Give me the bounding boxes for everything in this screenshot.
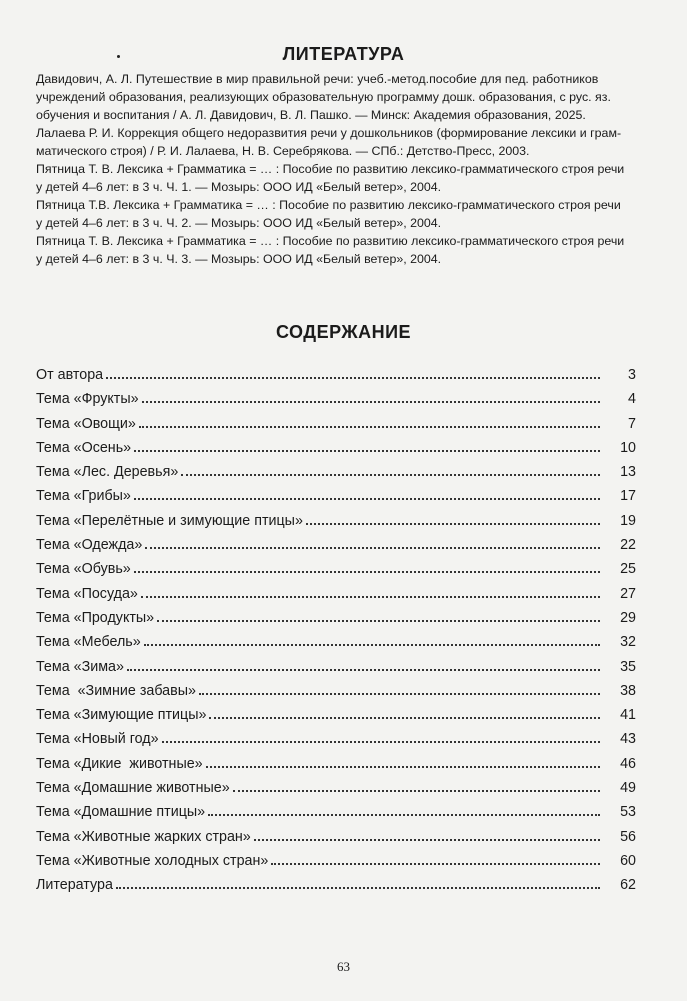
toc-entry[interactable] [36, 874, 636, 898]
toc-entry-page: 38 [620, 682, 636, 699]
toc-entry[interactable] [36, 413, 636, 437]
dot-leader [134, 498, 600, 500]
toc-entry[interactable] [36, 461, 636, 485]
toc-entry[interactable] [36, 558, 636, 582]
toc-entry-label: Тема «Грибы» [36, 488, 131, 505]
reference-line: Лалаева Р. И. Коррекция общего недоразвития речи у дошкольников (формирование лексики и грам- [36, 126, 622, 140]
toc-entry-page: 62 [620, 877, 636, 894]
dot-leader [254, 839, 600, 841]
toc-entry-label: Тема «Осень» [36, 439, 132, 456]
dot-leader [206, 766, 600, 768]
dot-leader [106, 377, 600, 379]
dot-leader [127, 669, 600, 671]
toc-entry[interactable] [36, 510, 636, 534]
toc-entry-label: Тема «Дикие животные» [36, 755, 203, 772]
toc-entry[interactable] [36, 680, 636, 704]
dot-leader [141, 596, 600, 598]
dot-leader [145, 547, 600, 549]
dot-leader [233, 790, 600, 792]
dot-leader [134, 450, 600, 452]
toc-entry-page: 46 [620, 755, 636, 772]
toc-entry[interactable] [36, 364, 636, 388]
toc-entry[interactable] [36, 850, 636, 874]
toc-entry-page: 27 [620, 585, 636, 602]
toc-entry-label: Тема «Зимние забавы» [36, 682, 196, 699]
dot-leader [144, 644, 600, 646]
table-of-contents [36, 364, 636, 899]
toc-entry[interactable] [36, 656, 636, 680]
toc-entry[interactable] [36, 801, 636, 825]
toc-entry[interactable] [36, 728, 636, 752]
toc-entry-page: 29 [620, 609, 636, 626]
toc-entry-label: Тема «Одежда» [36, 537, 143, 554]
toc-entry-page: 17 [620, 488, 636, 505]
reference-line: Давидович, А. Л. Путешествие в мир правильной речи: учеб.-метод.пособие для пед. работников [36, 72, 599, 86]
contents-heading: СОДЕРЖАНИЕ [275, 322, 412, 342]
toc-entry-label: Тема «Зимующие птицы» [36, 707, 207, 724]
toc-entry[interactable] [36, 753, 636, 777]
dot-leader [181, 474, 600, 476]
toc-entry-page: 32 [620, 634, 636, 651]
toc-entry-label: Тема «Домашние животные» [36, 780, 230, 797]
dot-leader [162, 741, 600, 743]
toc-entry-label: Тема «Лес. Деревья» [36, 464, 179, 481]
toc-entry-label: Тема «Овощи» [36, 415, 136, 432]
reference-line: матического строя) / Р. И. Лалаева, Н. В. Серебрякова. — СПб.: Детство-Пресс, 2003. [36, 144, 530, 158]
dot-leader [157, 620, 600, 622]
toc-entry-label: Тема «Обувь» [36, 561, 131, 578]
literature-list [36, 70, 676, 268]
reference-line: Пятница Т.В. Лексика + Грамматика = … : Пособие по развитию лексико-грамматического строя речи [36, 198, 621, 212]
reference-line: обучения и воспитания / А. Л. Давидович, В. Л. Пашко. — Минск: Академия образования, 2025. [36, 108, 586, 122]
reference-line: Пятница Т. В. Лексика + Грамматика = … : Пособие по развитию лексико-грамматического строя речи [36, 234, 625, 248]
dot-leader [142, 401, 600, 403]
toc-entry-label: Тема «Новый год» [36, 731, 159, 748]
toc-entry-page: 35 [620, 658, 636, 675]
toc-entry-page: 4 [628, 391, 636, 408]
dot-leader [116, 887, 600, 889]
toc-entry-label: Литература [36, 877, 113, 894]
dot-leader [306, 523, 600, 525]
toc-entry-page: 19 [620, 512, 636, 529]
reference-line: у детей 4–6 лет: в 3 ч. Ч. 1. — Мозырь: ООО ИД «Белый ветер», 2004. [36, 180, 442, 194]
toc-entry-page: 56 [620, 828, 636, 845]
toc-entry-page: 10 [620, 439, 636, 456]
reference-line: учреждений образования, реализующих образовательную программу дошк. образования, с рус. яз. [36, 90, 611, 104]
toc-entry[interactable] [36, 607, 636, 631]
toc-entry-page: 22 [620, 537, 636, 554]
toc-entry[interactable] [36, 437, 636, 461]
toc-entry[interactable] [36, 388, 636, 412]
page-number: 63 [337, 959, 350, 974]
toc-entry-page: 43 [620, 731, 636, 748]
literature-heading: ЛИТЕРАТУРА [282, 44, 405, 64]
toc-entry-label: Тема «Фрукты» [36, 391, 139, 408]
toc-entry-label: Тема «Посуда» [36, 585, 138, 602]
dot-leader [139, 426, 600, 428]
reference-line: у детей 4–6 лет: в 3 ч. Ч. 2. — Мозырь: ООО ИД «Белый ветер», 2004. [36, 216, 442, 230]
reference-line: Пятница Т. В. Лексика + Грамматика = … : Пособие по развитию лексико-грамматического строя речи [36, 162, 625, 176]
toc-entry-label: От автора [36, 367, 104, 383]
toc-entry-page: 60 [620, 852, 636, 869]
toc-entry-page: 3 [628, 367, 636, 383]
toc-entry-label: Тема «Животные холодных стран» [36, 852, 269, 869]
toc-entry[interactable] [36, 534, 636, 558]
toc-entry[interactable] [36, 777, 636, 801]
toc-entry-label: Тема «Мебель» [36, 634, 141, 651]
toc-entry-page: 49 [620, 780, 636, 797]
toc-entry[interactable] [36, 485, 636, 509]
toc-entry-label: Тема «Перелётные и зимующие птицы» [36, 512, 303, 529]
toc-entry[interactable] [36, 704, 636, 728]
toc-entry[interactable] [36, 826, 636, 850]
toc-entry-label: Тема «Домашние птицы» [36, 804, 206, 821]
toc-entry[interactable] [36, 583, 636, 607]
toc-entry-page: 13 [620, 464, 636, 481]
toc-entry-label: Тема «Продукты» [36, 609, 155, 626]
toc-entry-page: 25 [620, 561, 636, 578]
dot-leader [134, 571, 600, 573]
dot-leader [199, 693, 600, 695]
dot-leader [208, 814, 600, 816]
reference-line: у детей 4–6 лет: в 3 ч. Ч. 3. — Мозырь: ООО ИД «Белый ветер», 2004. [36, 252, 442, 266]
toc-entry-label: Тема «Зима» [36, 658, 124, 675]
dot-leader [271, 863, 600, 865]
toc-entry-page: 53 [620, 804, 636, 821]
toc-entry[interactable] [36, 631, 636, 655]
dot-leader [209, 717, 600, 719]
toc-entry-page: 41 [620, 707, 636, 724]
toc-entry-page: 7 [628, 415, 636, 432]
toc-entry-label: Тема «Животные жарких стран» [36, 828, 251, 845]
